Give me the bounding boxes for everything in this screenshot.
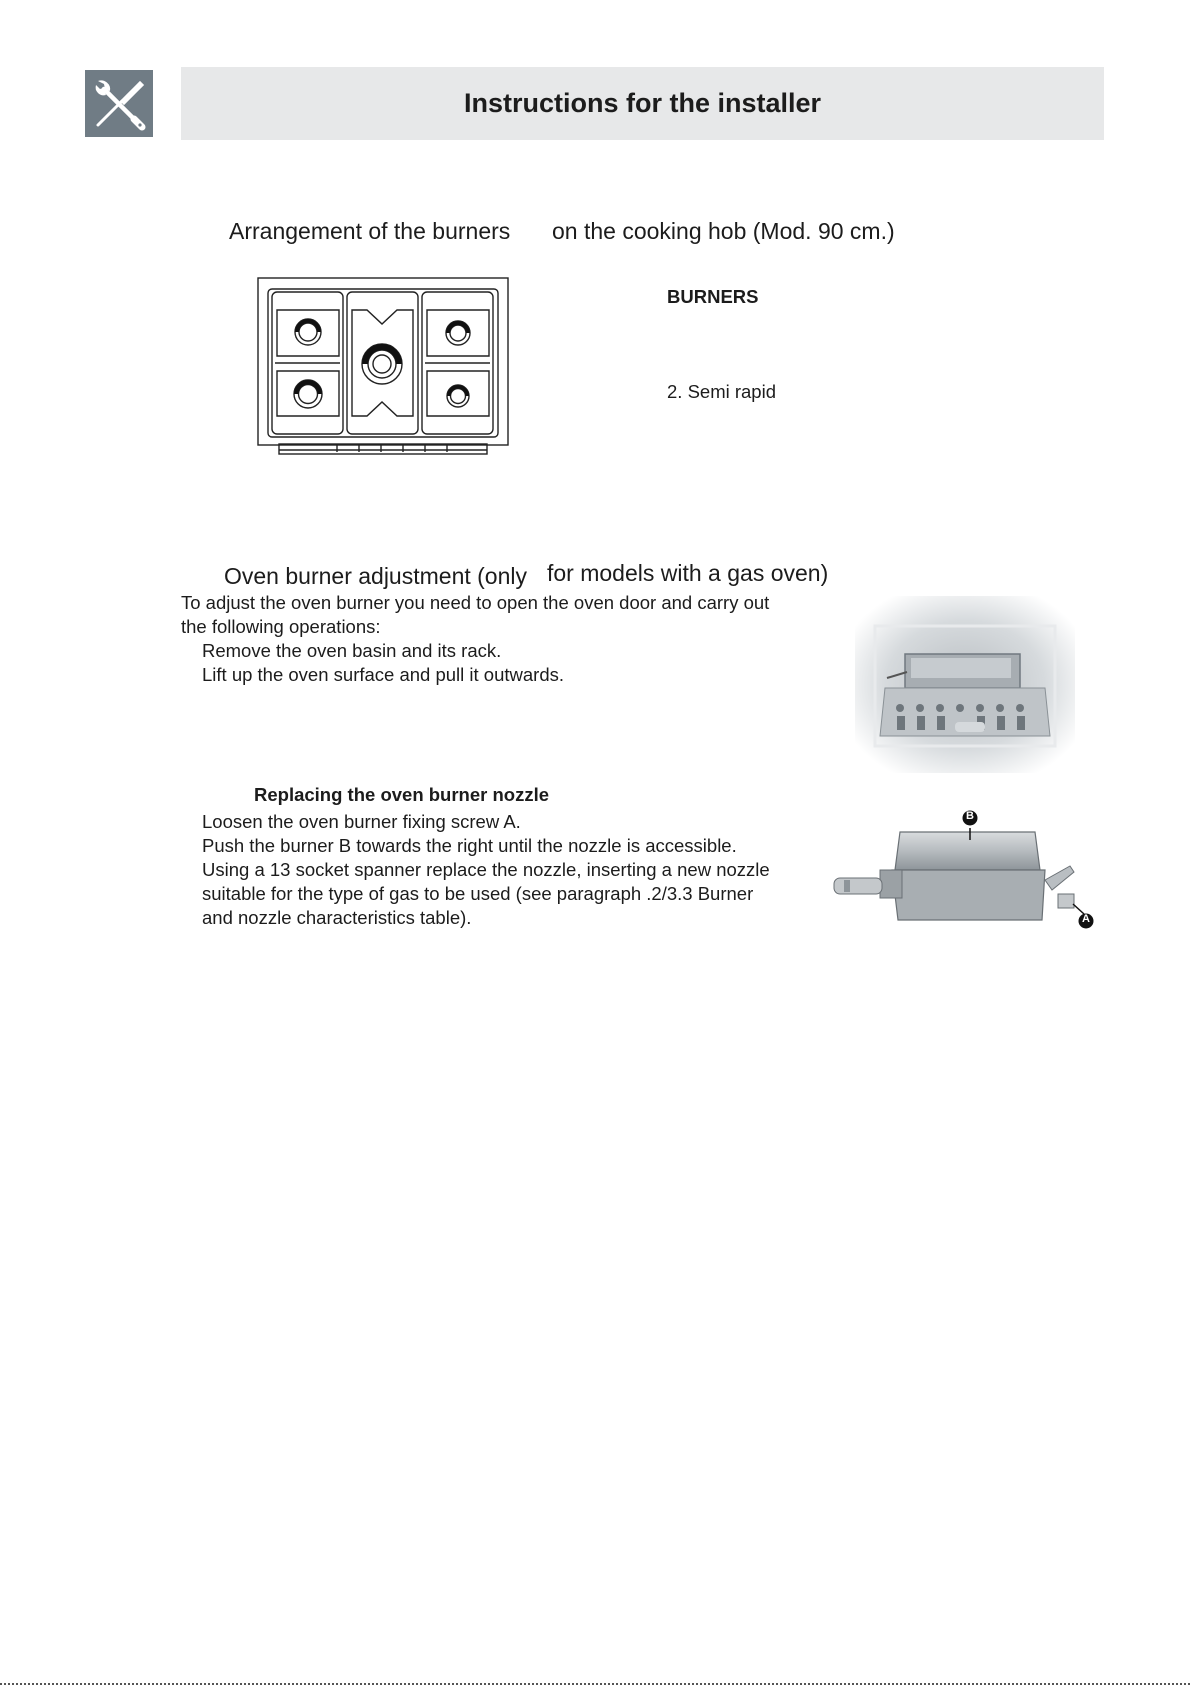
- tools-icon: [85, 70, 153, 137]
- cooking-hob-diagram: [255, 276, 511, 462]
- oven-intro-line-2: the following operations:: [181, 616, 381, 637]
- callout-a: A: [1082, 913, 1090, 925]
- oven-adjustment-title-part2: for models with a gas oven): [547, 560, 829, 586]
- oven-step-2: Lift up the oven surface and pull it outwards.: [202, 664, 564, 685]
- header-bar: [181, 67, 1104, 140]
- nozzle-line-4: suitable for the type of gas to be used (see paragraph .2/3.3 Burner: [202, 883, 754, 904]
- callout-b: B: [966, 810, 974, 822]
- nozzle-line-3: Using a 13 socket spanner replace the nozzle, inserting a new nozzle: [202, 859, 770, 880]
- oven-burner-image: [830, 810, 1100, 940]
- page-title: Instructions for the installer: [463, 88, 822, 118]
- arrangement-title-part1: Arrangement of the burners: [229, 218, 511, 244]
- oven-adjustment-title-part1: Oven burner adjustment (only: [224, 563, 527, 589]
- nozzle-line-5: and nozzle characteristics table).: [202, 907, 472, 928]
- nozzle-heading: Replacing the oven burner nozzle: [254, 784, 550, 805]
- nozzle-line-1: Loosen the oven burner fixing screw A.: [202, 811, 521, 832]
- oven-intro-line-1: To adjust the oven burner you need to open the oven door and carry out: [181, 592, 770, 613]
- burner-item: 2. Semi rapid: [667, 381, 776, 402]
- arrangement-title-part2: on the cooking hob (Mod. 90 cm.): [552, 218, 895, 244]
- oven-interior-image: [855, 596, 1075, 773]
- nozzle-line-2: Push the burner B towards the right until the nozzle is accessible.: [202, 835, 737, 856]
- oven-step-1: Remove the oven basin and its rack.: [202, 640, 502, 661]
- burners-heading: BURNERS: [667, 286, 759, 307]
